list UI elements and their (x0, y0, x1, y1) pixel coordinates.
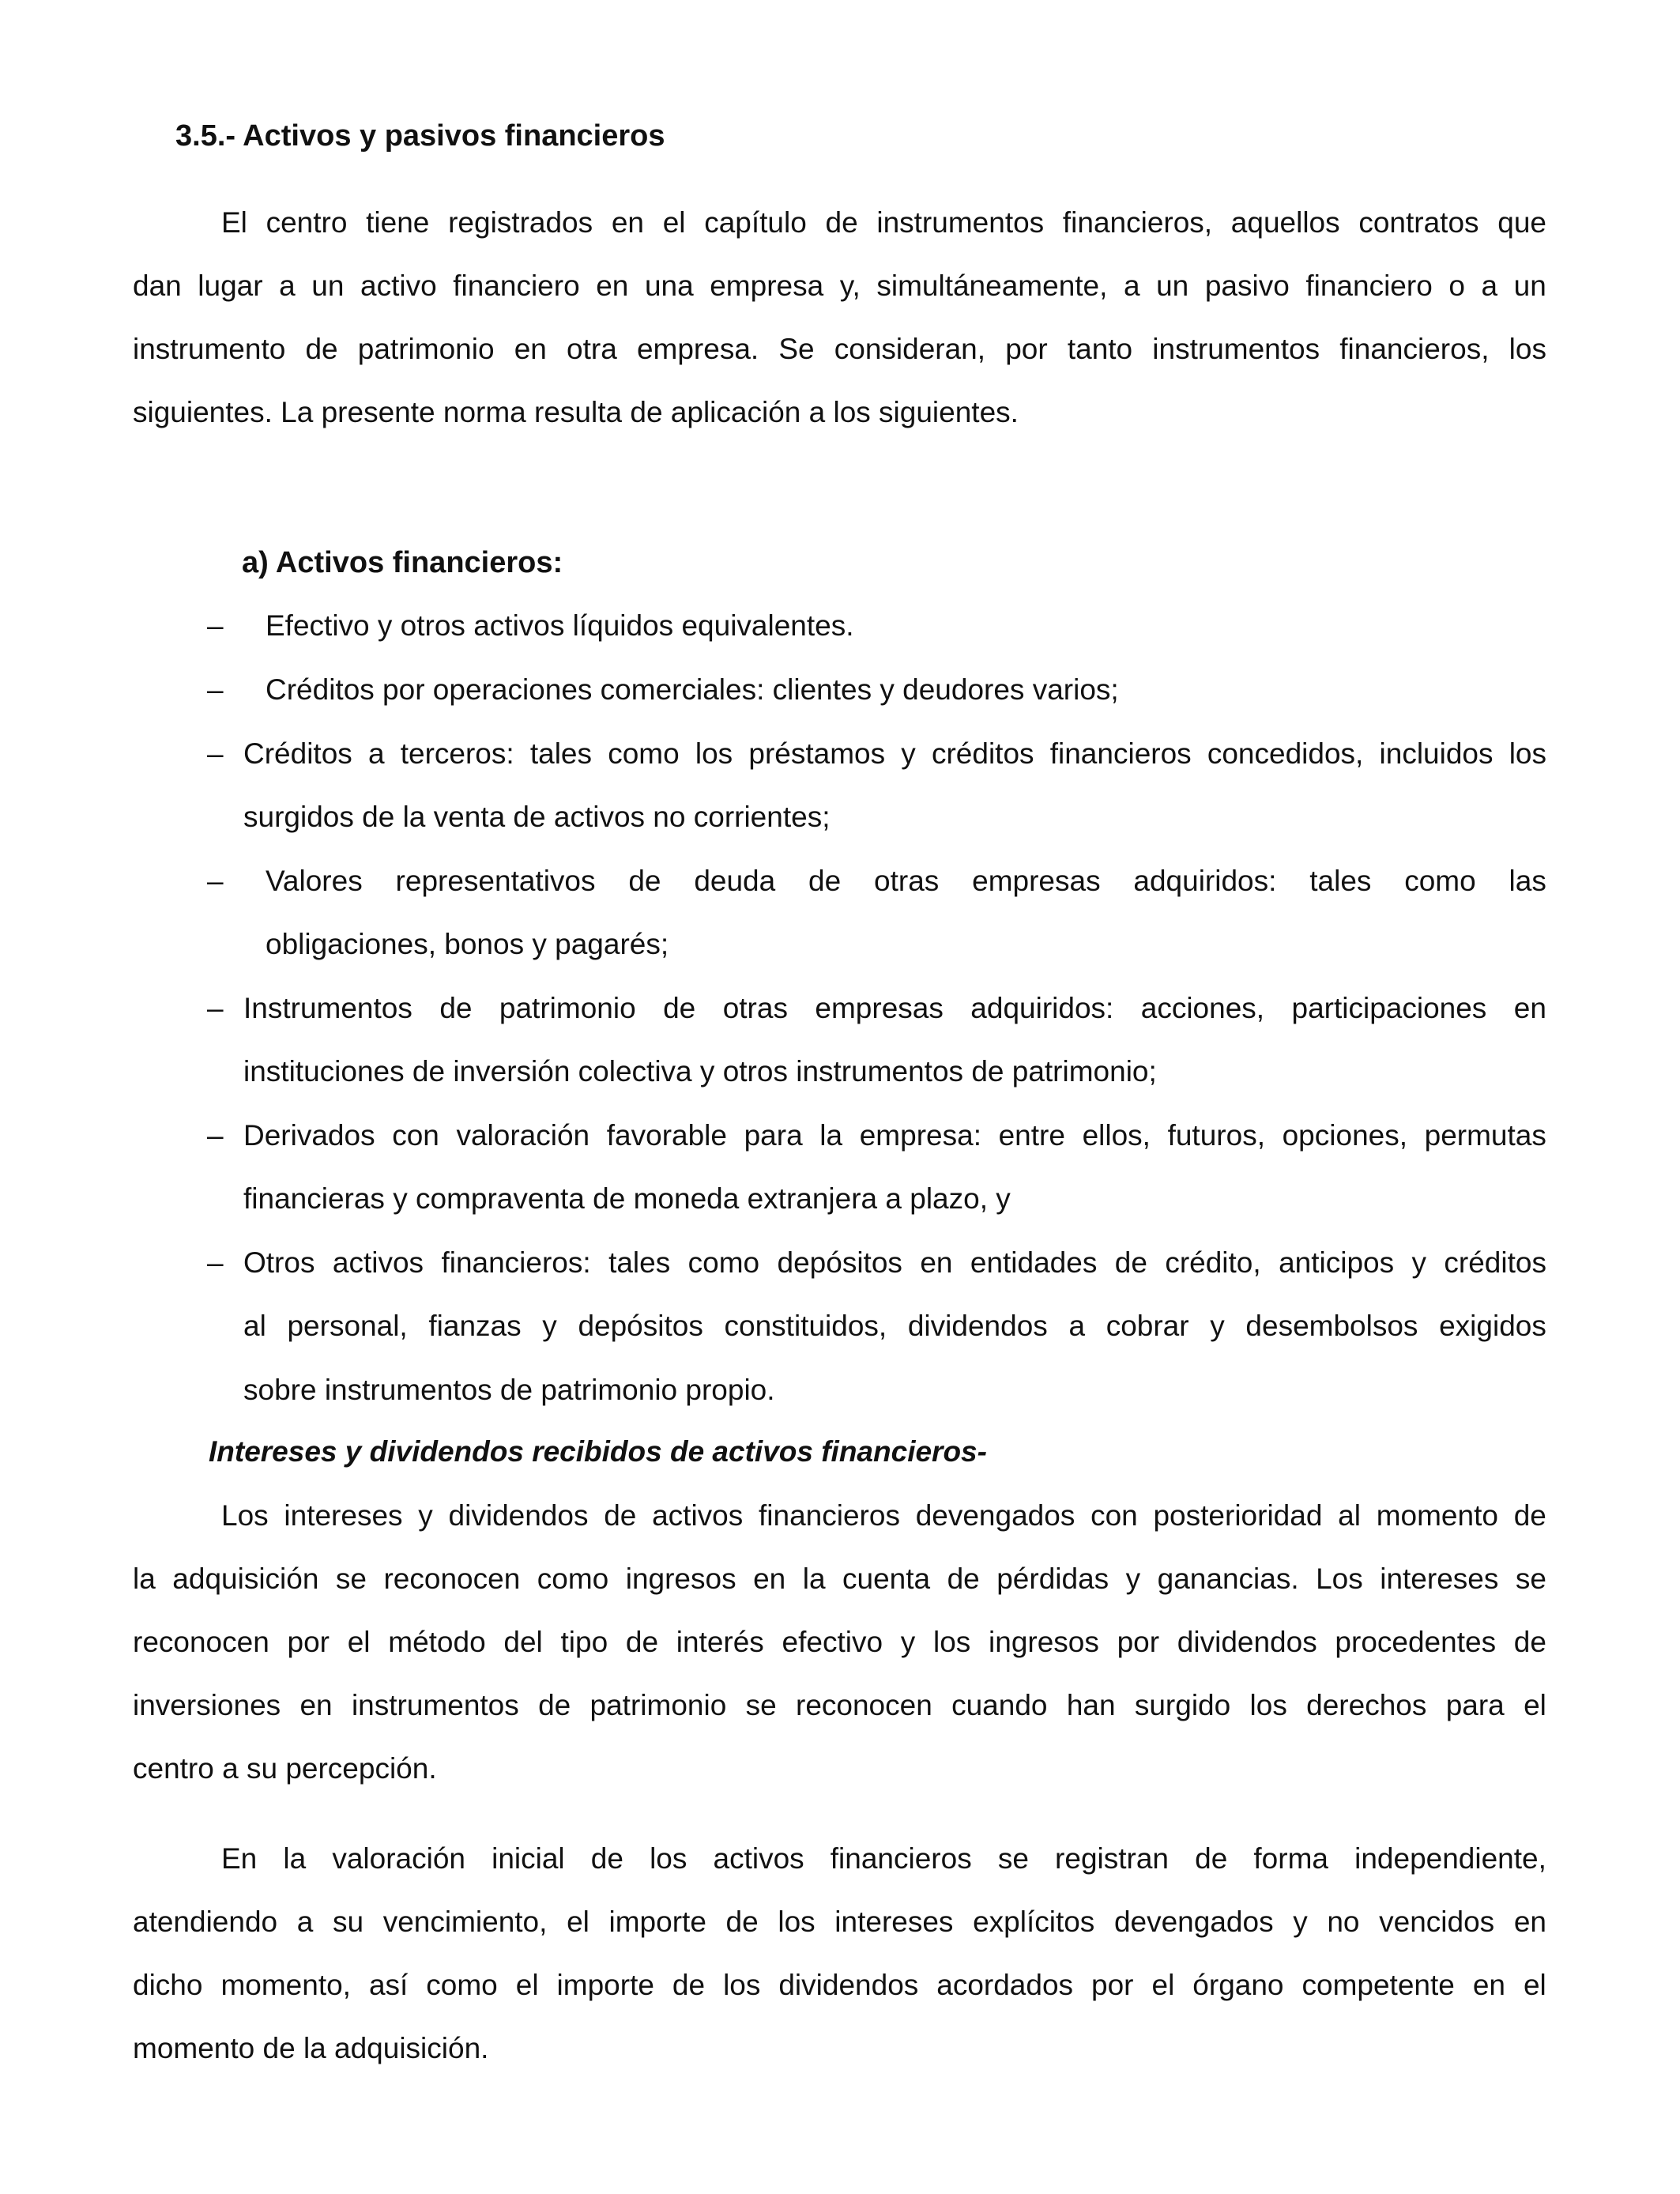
word: no (1327, 1906, 1360, 1938)
dash-bullet: – (207, 609, 224, 642)
word: por (287, 1626, 330, 1658)
word: exigidos (1439, 1310, 1546, 1342)
word: a (1123, 270, 1140, 302)
list-item-line: obligaciones, bonos y pagarés; (266, 928, 669, 960)
list-item-line (243, 1309, 1546, 1344)
word: fianzas (428, 1310, 522, 1342)
word: de (725, 1906, 759, 1938)
word: momento, (220, 1969, 351, 2001)
word: un (1156, 270, 1189, 302)
word: capítulo (704, 206, 807, 239)
word: deuda (694, 865, 776, 897)
word: explícitos (973, 1906, 1095, 1938)
word: ellos, (1082, 1119, 1151, 1152)
word: simultáneamente, (876, 270, 1108, 302)
word: los (1509, 333, 1546, 365)
word: reconocen (383, 1563, 521, 1595)
word: un (311, 270, 345, 302)
word: derechos (1306, 1689, 1427, 1721)
word: y (1125, 1563, 1141, 1595)
word: entidades (970, 1246, 1098, 1279)
word: registran (1055, 1842, 1169, 1875)
word: adquisición (172, 1563, 319, 1595)
list-item-line (243, 737, 1546, 771)
word: una (644, 270, 694, 302)
word: pérdidas (996, 1563, 1109, 1595)
word: interés (676, 1626, 764, 1658)
word: y (900, 1626, 916, 1658)
word: método (388, 1626, 486, 1658)
list-item-line (243, 1246, 1546, 1280)
word: activos (713, 1842, 804, 1875)
word: a (279, 270, 296, 302)
word: como (1404, 865, 1476, 897)
dash-bullet: – (207, 737, 224, 770)
paragraph-line (133, 1625, 1546, 1660)
word: inversiones (133, 1689, 281, 1721)
word: por (1091, 1969, 1134, 2001)
word: tales (1309, 865, 1372, 897)
word: consideran, (834, 333, 986, 365)
word: anticipos (1279, 1246, 1395, 1279)
word: adquiridos: (1133, 865, 1277, 897)
word: forma (1253, 1842, 1328, 1875)
word: concedidos, (1207, 737, 1364, 770)
word: cuenta (842, 1563, 931, 1595)
word: empresa (710, 270, 824, 302)
word: a (296, 1906, 314, 1938)
word: favorable (606, 1119, 727, 1152)
word: los (695, 737, 733, 770)
word: depósitos (777, 1246, 902, 1279)
word: cuando (951, 1689, 1048, 1721)
word: competente (1301, 1969, 1455, 2001)
word: en (596, 270, 629, 302)
word: a (1481, 270, 1498, 302)
word: Los (221, 1499, 269, 1532)
word: y (1293, 1906, 1308, 1938)
word: así (368, 1969, 409, 2001)
word: por (1117, 1626, 1160, 1658)
dash-bullet: – (207, 1119, 224, 1152)
word: tipo (560, 1626, 608, 1658)
word: El (221, 206, 247, 239)
word: de (1114, 1246, 1147, 1279)
word: el (515, 1969, 539, 2001)
word: en (1472, 1969, 1505, 2001)
word: en (1513, 992, 1546, 1024)
word: con (392, 1119, 439, 1152)
word: han (1066, 1689, 1116, 1721)
word: lugar (198, 270, 263, 302)
word: créditos (1444, 1246, 1546, 1279)
paragraph-line (133, 1905, 1546, 1940)
section-heading: 3.5.- Activos y pasivos financieros (175, 119, 665, 153)
word: dividendos (907, 1310, 1048, 1342)
word: dan (133, 270, 182, 302)
paragraph-line: momento de la adquisición. (133, 2032, 489, 2064)
word: inicial (492, 1842, 565, 1875)
word: empresa. (636, 333, 759, 365)
word: de (305, 333, 338, 365)
paragraph-line (221, 1498, 1546, 1533)
word: activos (652, 1499, 744, 1532)
word: como (608, 737, 680, 770)
word: la (802, 1563, 826, 1595)
word: financieros (830, 1842, 972, 1875)
word: intereses (1380, 1563, 1499, 1595)
word: surgido (1134, 1689, 1231, 1721)
word: importe (556, 1969, 654, 2001)
word: un (1513, 270, 1546, 302)
word: dividendos (448, 1499, 589, 1532)
word: otras (874, 865, 940, 897)
word: empresa: (859, 1119, 981, 1152)
word: activo (360, 270, 437, 302)
word: el (567, 1906, 590, 1938)
word: tales (529, 737, 593, 770)
word: y (901, 737, 916, 770)
paragraph-line (133, 1968, 1546, 2003)
word: los (650, 1842, 687, 1875)
word: importe (608, 1906, 706, 1938)
word: constituidos, (724, 1310, 887, 1342)
word: del (503, 1626, 543, 1658)
word: el (1151, 1969, 1175, 2001)
word: terceros: (400, 737, 514, 770)
list-item-line: Créditos por operaciones comerciales: clientes y deudores varios; (266, 673, 1119, 706)
word: patrimonio (357, 333, 495, 365)
word: Otros (243, 1246, 315, 1279)
word: o (1448, 270, 1465, 302)
word: de (590, 1842, 623, 1875)
word: de (1195, 1842, 1228, 1875)
word: reconocen (796, 1689, 932, 1721)
word: se (1515, 1563, 1546, 1595)
word: dicho (133, 1969, 203, 2001)
word: de (625, 1626, 659, 1658)
word: a (1068, 1310, 1086, 1342)
word: centro (266, 206, 348, 239)
word: de (1513, 1626, 1546, 1658)
word: intereses (284, 1499, 403, 1532)
word: pasivo (1204, 270, 1290, 302)
word: y (418, 1499, 433, 1532)
word: para (744, 1119, 803, 1152)
list-item-line: Efectivo y otros activos líquidos equivalentes. (266, 609, 854, 642)
word: Se (778, 333, 815, 365)
word: y (1411, 1246, 1426, 1279)
word: adquiridos: (970, 992, 1114, 1024)
word: financieros, (1062, 206, 1213, 239)
word: como (687, 1246, 760, 1279)
word: como (537, 1563, 609, 1595)
word: financieros (759, 1499, 900, 1532)
list-item-line (243, 1118, 1546, 1153)
word: se (997, 1842, 1029, 1875)
word: permutas (1424, 1119, 1546, 1152)
list-item-line (243, 991, 1546, 1026)
word: empresas (815, 992, 944, 1024)
subheading-activos: a) Activos financieros: (242, 546, 563, 579)
word: activos (332, 1246, 424, 1279)
word: personal, (287, 1310, 408, 1342)
word: cobrar (1106, 1310, 1189, 1342)
word: dividendos (778, 1969, 919, 2001)
word: entre (998, 1119, 1065, 1152)
word: los (932, 1626, 971, 1658)
list-item-line: instituciones de inversión colectiva y otros instrumentos de patrimonio; (243, 1055, 1157, 1088)
dash-bullet: – (207, 673, 224, 706)
word: su (332, 1906, 364, 1938)
word: de (1513, 1499, 1546, 1532)
word: y (1210, 1310, 1225, 1342)
word: otra (567, 333, 617, 365)
word: Valores (266, 865, 363, 897)
word: patrimonio (590, 1689, 727, 1721)
word: para (1445, 1689, 1505, 1721)
dash-bullet: – (207, 1246, 224, 1279)
word: al (1338, 1499, 1361, 1532)
word: de (808, 865, 842, 897)
word: depósitos (578, 1310, 703, 1342)
word: la (283, 1842, 307, 1875)
word: y, (839, 270, 861, 302)
word: de (947, 1563, 980, 1595)
word: atendiendo (133, 1906, 278, 1938)
word: tales (608, 1246, 671, 1279)
word: valoración (456, 1119, 590, 1152)
word: devengados (1113, 1906, 1274, 1938)
word: otras (722, 992, 788, 1024)
word: el (1524, 1689, 1546, 1721)
list-item-line: sobre instrumentos de patrimonio propio. (243, 1374, 775, 1406)
word: de (663, 992, 696, 1024)
italic-heading: Intereses y dividendos recibidos de activos financieros- (209, 1435, 987, 1468)
word: y (542, 1310, 557, 1342)
word: en (611, 206, 644, 239)
word: como (426, 1969, 498, 2001)
word: los (778, 1906, 816, 1938)
word: valoración (332, 1842, 465, 1875)
word: En (221, 1842, 258, 1875)
word: préstamos (748, 737, 886, 770)
word: desembolsos (1245, 1310, 1418, 1342)
list-item-line: financieras y compraventa de moneda extranjera a plazo, y (243, 1182, 1011, 1215)
word: créditos (931, 737, 1034, 770)
word: el (662, 206, 686, 239)
word: la (133, 1563, 156, 1595)
list-item-line: surgidos de la venta de activos no corrientes; (243, 801, 831, 833)
word: Créditos (243, 737, 352, 770)
word: los (723, 1969, 761, 2001)
word: futuros, (1167, 1119, 1265, 1152)
word: de (672, 1969, 706, 2001)
word: que (1497, 206, 1546, 239)
word: posterioridad (1153, 1499, 1323, 1532)
word: efectivo (782, 1626, 883, 1658)
paragraph-line (133, 1688, 1546, 1723)
word: de (439, 992, 473, 1024)
paragraph-line (133, 269, 1546, 303)
word: en (753, 1563, 786, 1595)
word: registrados (448, 206, 593, 239)
word: se (335, 1563, 367, 1595)
word: instrumentos (1152, 333, 1320, 365)
paragraph-line (133, 1562, 1546, 1596)
word: instrumentos (876, 206, 1045, 239)
word: instrumentos (351, 1689, 519, 1721)
word: contratos (1358, 206, 1479, 239)
word: acordados (936, 1969, 1074, 2001)
paragraph-line (221, 1842, 1546, 1876)
paragraph-line: siguientes. La presente norma resulta de aplicación a los siguientes. (133, 396, 1019, 428)
word: tanto (1067, 333, 1133, 365)
word: procedentes (1335, 1626, 1497, 1658)
paragraph-line (221, 205, 1546, 240)
word: opciones, (1282, 1119, 1407, 1152)
word: la (819, 1119, 843, 1152)
word: los (1249, 1689, 1287, 1721)
word: empresas (972, 865, 1101, 897)
word: incluidos (1379, 737, 1494, 770)
word: aquellos (1230, 206, 1340, 239)
word: participaciones (1291, 992, 1487, 1024)
word: devengados (915, 1499, 1075, 1532)
word: ganancias. (1157, 1563, 1299, 1595)
word: órgano (1192, 1969, 1284, 2001)
dash-bullet: – (207, 865, 224, 897)
word: en (920, 1246, 953, 1279)
word: representativos (395, 865, 596, 897)
word: de (604, 1499, 637, 1532)
word: en (299, 1689, 333, 1721)
word: financieros: (441, 1246, 591, 1279)
word: las (1509, 865, 1546, 897)
dash-bullet: – (207, 992, 224, 1024)
word: los (1509, 737, 1546, 770)
word: financieros (1049, 737, 1192, 770)
word: Instrumentos (243, 992, 412, 1024)
word: intereses (834, 1906, 954, 1938)
word: ingresos (989, 1626, 1099, 1658)
word: instrumento (133, 333, 286, 365)
word: el (1523, 1969, 1546, 2001)
word: financiero (453, 270, 580, 302)
word: momento (1376, 1499, 1498, 1532)
word: Derivados (243, 1119, 375, 1152)
word: en (1513, 1906, 1546, 1938)
word: vencimiento, (382, 1906, 548, 1938)
word: patrimonio (499, 992, 636, 1024)
word: se (745, 1689, 777, 1721)
word: de (825, 206, 858, 239)
word: dividendos (1177, 1626, 1317, 1658)
word: reconocen (133, 1626, 269, 1658)
word: financiero (1305, 270, 1433, 302)
word: vencidos (1379, 1906, 1495, 1938)
word: con (1090, 1499, 1138, 1532)
word: Los (1316, 1563, 1363, 1595)
word: al (243, 1310, 266, 1342)
word: acciones, (1140, 992, 1265, 1024)
word: crédito, (1165, 1246, 1261, 1279)
paragraph-line: centro a su percepción. (133, 1752, 437, 1785)
word: ingresos (625, 1563, 736, 1595)
word: por (1005, 333, 1048, 365)
word: a (367, 737, 385, 770)
word: el (347, 1626, 371, 1658)
paragraph-line (133, 332, 1546, 367)
list-item-line (266, 864, 1546, 899)
word: en (514, 333, 547, 365)
word: financieros, (1339, 333, 1490, 365)
word: de (628, 865, 661, 897)
word: tiene (366, 206, 430, 239)
word: independiente, (1354, 1842, 1546, 1875)
word: de (538, 1689, 571, 1721)
